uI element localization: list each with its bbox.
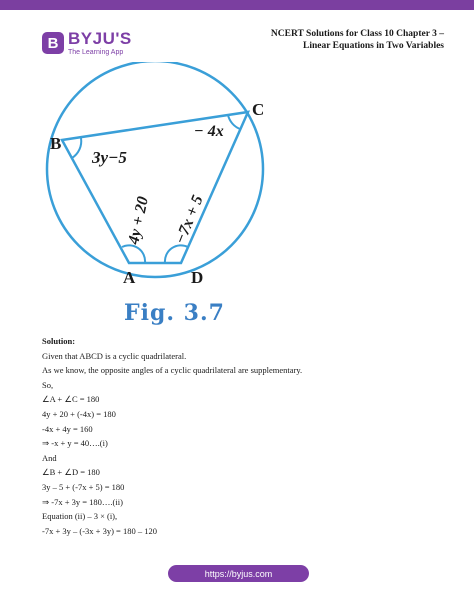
vertex-label-a: A bbox=[123, 268, 136, 287]
angle-label-d: −7x + 5 bbox=[171, 193, 207, 247]
solution-line: -7x + 3y – (-3x + 3y) = 180 – 120 bbox=[42, 525, 157, 536]
logo-text bbox=[68, 30, 132, 56]
solution-body bbox=[42, 334, 442, 538]
solution-line: As we know, the opposite angles of a cyclic quadrilateral are supplementary. bbox=[42, 365, 303, 376]
solution-line: -4x + 4y = 160 bbox=[42, 423, 93, 434]
page-title bbox=[244, 28, 444, 52]
angle-label-c: − 4x bbox=[194, 123, 224, 140]
brand-tagline: The Learning App bbox=[68, 49, 124, 56]
angle-arc-c bbox=[228, 115, 240, 129]
solution-line: ∠B + ∠D = 180 bbox=[42, 467, 100, 478]
solution-heading: Solution: bbox=[42, 336, 76, 346]
solution-line: 4y + 20 + (-4x) = 180 bbox=[42, 408, 116, 419]
brand-name: BYJU'S bbox=[68, 29, 132, 48]
solution-line: Given that ABCD is a cyclic quadrilateral. bbox=[42, 350, 187, 361]
top-accent-bar bbox=[0, 0, 474, 10]
title-line-2: Linear Equations in Two Variables bbox=[303, 41, 444, 51]
angle-label-b: 3y−5 bbox=[92, 148, 127, 167]
vertex-label-d: D bbox=[191, 268, 204, 287]
byjus-logo[interactable] bbox=[42, 25, 132, 61]
cyclic-quadrilateral-figure bbox=[40, 62, 290, 292]
solution-line: ⇒ -7x + 3y = 180….(ii) bbox=[42, 496, 123, 507]
vertex-label-b: B bbox=[50, 134, 62, 153]
angle-arc-b bbox=[72, 138, 81, 158]
solution-line: ⇒ -x + y = 40….(i) bbox=[42, 438, 108, 449]
figure-caption: Fig. 3.7 bbox=[124, 300, 225, 326]
angle-label-a: 4y + 20 bbox=[125, 195, 152, 246]
footer-website-link[interactable]: https://byjus.com bbox=[168, 565, 309, 582]
solution-line: ∠A + ∠C = 180 bbox=[42, 394, 100, 405]
vertex-label-c: C bbox=[252, 100, 265, 119]
byjus-logo-icon: B bbox=[42, 32, 64, 54]
solution-line: So, bbox=[42, 379, 54, 390]
solution-line: 3y – 5 + (-7x + 5) = 180 bbox=[42, 481, 125, 492]
solution-line: Equation (ii) – 3 × (i), bbox=[42, 511, 118, 522]
title-line-1: NCERT Solutions for Class 10 Chapter 3 – bbox=[270, 29, 444, 39]
solution-line: And bbox=[42, 452, 57, 463]
